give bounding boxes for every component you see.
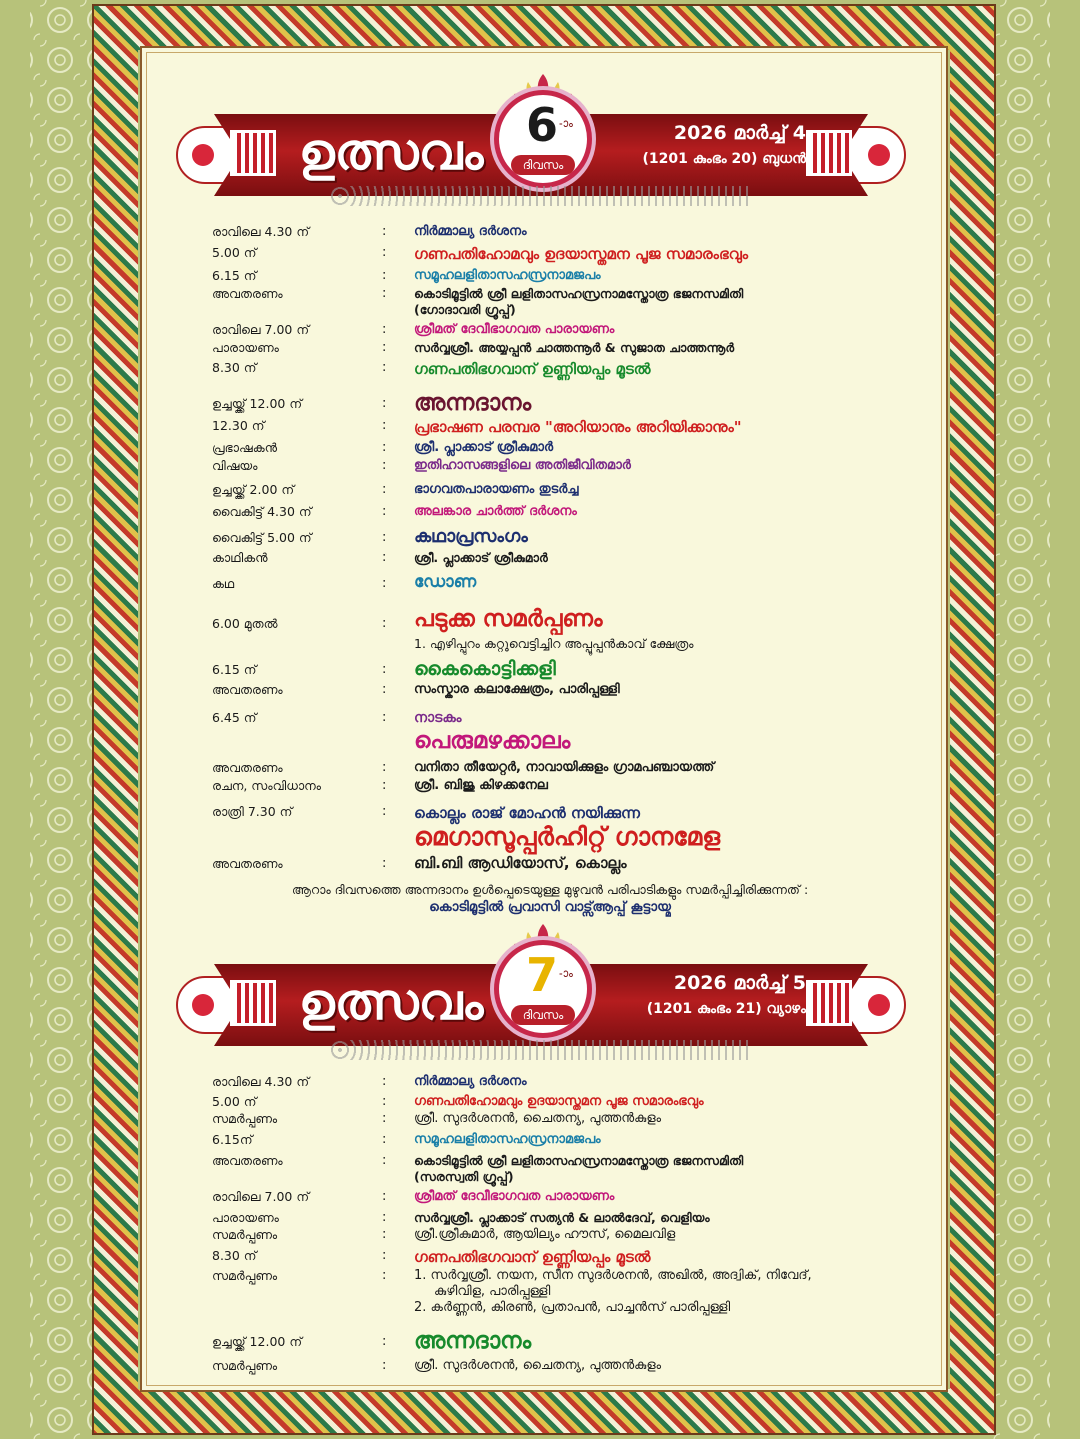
row-colon: :	[382, 1074, 387, 1089]
row-value: കൈകൊട്ടിക്കളി	[414, 658, 556, 680]
row-colon: :	[382, 1189, 387, 1204]
row-value: നിർമ്മാല്യ ദർശനം	[414, 224, 527, 239]
row-time: 6.45 ന്	[212, 710, 257, 725]
row-value: അന്നദാനം	[414, 1328, 532, 1354]
row-value: കൊടിമൂട്ടിൽ ശ്രീ ലളിതാസഹസ്രനാമസ്തോത്ര ഭജനസമിതി	[414, 1153, 744, 1168]
row-time: സമർപ്പണം	[212, 1358, 278, 1373]
day-word: ദിവസം	[511, 155, 575, 175]
date-line-1: 2026 മാർച്ച് 5	[673, 972, 806, 994]
row-value-line2: (സരസ്വതി ഗ്രൂപ്പ്)	[414, 1169, 514, 1184]
row-time: പാരായണം	[212, 340, 279, 355]
row-value: ശ്രീ.ശ്രീകുമാർ, ആയില്യം ഹൗസ്, മൈലവിള	[414, 1227, 676, 1242]
row-colon: :	[382, 340, 387, 355]
row-colon: :	[382, 616, 387, 631]
row-value: നാടകം	[414, 710, 462, 726]
date-line-2: (1201 കുംഭം 21) വ്യാഴം	[646, 1001, 806, 1017]
row-colon: :	[382, 245, 387, 260]
row-value: ശ്രീ. പ്ലാക്കാട് ശ്രീകുമാർ	[414, 440, 554, 455]
row-colon: :	[382, 504, 387, 519]
row-value: ഡോണ	[414, 572, 477, 592]
day6-footnote: ആറാം ദിവസത്തെ അന്നദാനം ഉൾപ്പെടെയുള്ള മുഴുവൻ പരിപാടികളും സമർപ്പിച്ചിരിക്കുന്നത് :	[291, 882, 809, 897]
row-time: രാവിലെ 7.00 ന്	[212, 322, 310, 337]
day-number: 6	[525, 98, 558, 152]
row-time: സമർപ്പണം	[212, 1268, 278, 1283]
row-colon: :	[382, 268, 387, 283]
row-time: രാവിലെ 4.30 ന്	[212, 224, 310, 239]
row-time: കാഥികൻ	[212, 550, 268, 565]
row-value: കൊടിമൂട്ടിൽ ശ്രീ ലളിതാസഹസ്രനാമസ്തോത്ര ഭജനസമിതി	[414, 286, 744, 301]
row-value: പടുക്ക സമർപ്പണം	[414, 606, 603, 632]
row-colon: :	[382, 1132, 387, 1147]
row-value: 1. സർവ്വശ്രീ. നയന, സീന സുദർശനൻ, അഖിൽ, അദ്വിക്, നിവേദ്,	[414, 1268, 812, 1283]
row-colon: :	[382, 286, 387, 301]
day-number-badge	[494, 90, 592, 188]
row-value: ഗണപതിഭഗവാന് ഉണ്ണിയപ്പം മൂടൽ	[414, 1248, 651, 1266]
row-value: ഗണപതിഭഗവാന് ഉണ്ണിയപ്പം മൂടൽ	[414, 360, 651, 378]
row-value: ശ്രീ. പ്ലാക്കാട് ശ്രീകുമാർ	[414, 550, 548, 565]
banner-dot-left	[192, 994, 214, 1016]
row-colon: :	[382, 778, 387, 793]
row-value: ശ്രീമത് ദേവീഭാഗവത പാരായണം	[414, 1189, 615, 1204]
row-value: കൊല്ലം രാജ് മോഹൻ നയിക്കുന്ന	[414, 804, 640, 822]
row-colon: :	[382, 1111, 387, 1126]
row-time: ഉച്ചയ്ക്ക് 12.00 ന്	[212, 396, 303, 411]
row-value-line2: 1. എഴിപ്പുറം കറ്റുവെട്ടിച്ചിറ അപ്പൂപ്പൻകാവ് ക്ഷേത്രം	[414, 636, 694, 651]
row-colon: :	[382, 418, 387, 433]
row-value-line3: 2. കർണ്ണൻ, കിരൺ, പ്രതാപൻ, പാച്ചൻസ് പാരിപ്പള്ളി	[414, 1300, 731, 1315]
row-time: സമർപ്പണം	[212, 1227, 278, 1242]
row-colon: :	[382, 322, 387, 337]
row-time: പ്രഭാഷകൻ	[212, 440, 278, 455]
row-time: അവതരണം	[212, 286, 283, 301]
row-colon: :	[382, 458, 387, 473]
day-number-badge	[494, 940, 592, 1038]
row-time: അവതരണം	[212, 1153, 283, 1168]
row-colon: :	[382, 530, 387, 545]
row-value: ഗണപതിഹോമവും ഉദയാസ്തമന പൂജ സമാരംഭവും	[414, 245, 749, 263]
row-value: അലങ്കാര ചാർത്ത് ദർശനം	[414, 504, 577, 519]
row-time: 6.15ന്	[212, 1132, 253, 1147]
row-time: വൈകിട്ട് 4.30 ന്	[212, 504, 312, 519]
row-value: ശ്രീ. സുദർശനൻ, ചൈതന്യ, പുത്തൻകുളം	[414, 1358, 662, 1373]
day-number-suffix: -ാം	[559, 967, 573, 980]
row-colon: :	[382, 1248, 387, 1263]
row-value-line2: പെരുമഴക്കാലം	[414, 728, 571, 754]
row-time: 12.30 ന്	[212, 418, 265, 433]
row-colon: :	[382, 550, 387, 565]
day-number-suffix: -ാം	[559, 117, 573, 130]
row-value: ഗണപതിഹോമവും ഉദയാസ്തമന പൂജ സമാരംഭവും	[414, 1094, 704, 1109]
row-time: 5.00 ന്	[212, 245, 257, 260]
row-colon: :	[382, 804, 387, 819]
row-colon: :	[382, 1153, 387, 1168]
row-time: ഉച്ചയ്ക്ക് 12.00 ന്	[212, 1334, 303, 1349]
row-time: 8.30 ന്	[212, 360, 257, 375]
row-time: രാവിലെ 7.00 ന്	[212, 1189, 310, 1204]
row-colon: :	[382, 440, 387, 455]
row-value: ബി.ബി ആഡിയോസ്, കൊല്ലം	[414, 854, 627, 872]
row-value: കഥാപ്രസംഗം	[414, 526, 528, 547]
row-value: സർവ്വശ്രീ. പ്ലാക്കാട് സത്യൻ & ലാൽദേവ്, വെളിയം	[414, 1210, 710, 1225]
row-value: അന്നദാനം	[414, 390, 532, 416]
pattern-tile-icon	[230, 130, 276, 176]
day6-sponsor: കൊടിമൂട്ടിൽ പ്രവാസി വാട്സ്ആപ്പ് കൂട്ടായ്മ	[429, 899, 671, 915]
row-time: 6.15 ന്	[212, 662, 257, 677]
row-colon: :	[382, 396, 387, 411]
row-time: പാരായണം	[212, 1210, 279, 1225]
row-colon: :	[382, 1358, 387, 1373]
row-colon: :	[382, 224, 387, 239]
row-colon: :	[382, 360, 387, 375]
row-colon: :	[382, 682, 387, 697]
row-colon: :	[382, 1227, 387, 1242]
row-colon: :	[382, 482, 387, 497]
row-time: സമർപ്പണം	[212, 1111, 278, 1126]
row-value: സമൂഹലളിതാസഹസ്രനാമജപം	[414, 268, 601, 283]
banner-dot-left	[192, 144, 214, 166]
row-time: അവതരണം	[212, 760, 283, 775]
row-value: സർവ്വശ്രീ. അയ്യപ്പൻ ചാത്തന്നൂർ & സുജാത ചാത്തന്നൂർ	[414, 340, 735, 355]
row-time: കഥ	[212, 576, 235, 591]
day-word: ദിവസം	[511, 1005, 575, 1025]
row-colon: :	[382, 856, 387, 871]
banner-dot-right	[868, 994, 890, 1016]
row-colon: :	[382, 1268, 387, 1283]
row-colon: :	[382, 1094, 387, 1109]
row-value: വനിതാ തീയേറ്റർ, നാവായിക്കുളം ഗ്രാമപഞ്ചായത്ത്	[414, 760, 715, 775]
row-time: 6.15 ന്	[212, 268, 257, 283]
row-value-line2: (ഗോദാവരി ഗ്രൂപ്പ്)	[414, 302, 516, 317]
pattern-tile-icon	[230, 980, 276, 1026]
row-time: വിഷയം	[212, 458, 258, 473]
row-time: 5.00 ന്	[212, 1094, 257, 1109]
row-value: പ്രഭാഷണ പരമ്പര "അറിയാനും അറിയിക്കാനും"	[414, 418, 742, 436]
date-line-2: (1201 കുംഭം 20) ബുധൻ	[642, 151, 806, 167]
pattern-tile-icon	[806, 130, 852, 176]
row-value-line2: മെഗാസൂപ്പർഹിറ്റ് ഗാനമേള	[414, 822, 721, 851]
banner-dot-right	[868, 144, 890, 166]
day-number: 7	[525, 948, 558, 1002]
row-time: അവതരണം	[212, 856, 283, 871]
row-value-line2: കുഴിവിള, പാരിപ്പള്ളി	[434, 1284, 551, 1299]
festival-title: ഉത്സവം	[298, 122, 484, 181]
row-time: 8.30 ന്	[212, 1248, 257, 1263]
row-value: ഭാഗവതപാരായണം തുടർച്ച	[414, 482, 579, 497]
row-colon: :	[382, 662, 387, 677]
row-time: 6.00 മുതൽ	[212, 616, 278, 631]
row-value: ശ്രീ. സുദർശനൻ, ചൈതന്യ, പുത്തൻകുളം	[414, 1111, 662, 1126]
row-colon: :	[382, 576, 387, 591]
ornament-divider	[330, 1040, 750, 1060]
row-value: ഇതിഹാസങ്ങളിലെ അതിജീവിതമാർ	[414, 458, 631, 473]
ornament-divider	[330, 186, 750, 206]
row-colon: :	[382, 1334, 387, 1349]
row-value: സമൂഹലളിതാസഹസ്രനാമജപം	[414, 1132, 601, 1147]
pattern-tile-icon	[806, 980, 852, 1026]
row-value: സംസ്കാര കലാക്ഷേത്രം, പാരിപ്പള്ളി	[414, 682, 620, 697]
row-value: നിർമ്മാല്യ ദർശനം	[414, 1074, 527, 1089]
row-colon: :	[382, 710, 387, 725]
row-colon: :	[382, 760, 387, 775]
row-value: ശ്രീമത് ദേവീഭാഗവത പാരായണം	[414, 322, 615, 337]
row-colon: :	[382, 1210, 387, 1225]
row-value: ശ്രീ. ബിജു കിഴക്കനേല	[414, 778, 548, 793]
row-time: രാത്രി 7.30 ന്	[212, 804, 293, 819]
row-time: വൈകിട്ട് 5.00 ന്	[212, 530, 312, 545]
row-time: അവതരണം	[212, 682, 283, 697]
date-line-1: 2026 മാർച്ച് 4	[673, 122, 806, 144]
row-time: ഉച്ചയ്ക്ക് 2.00 ന്	[212, 482, 295, 497]
row-time: രാവിലെ 4.30 ന്	[212, 1074, 310, 1089]
row-time: രചന, സംവിധാനം	[212, 778, 322, 793]
festival-title: ഉത്സവം	[298, 972, 484, 1031]
